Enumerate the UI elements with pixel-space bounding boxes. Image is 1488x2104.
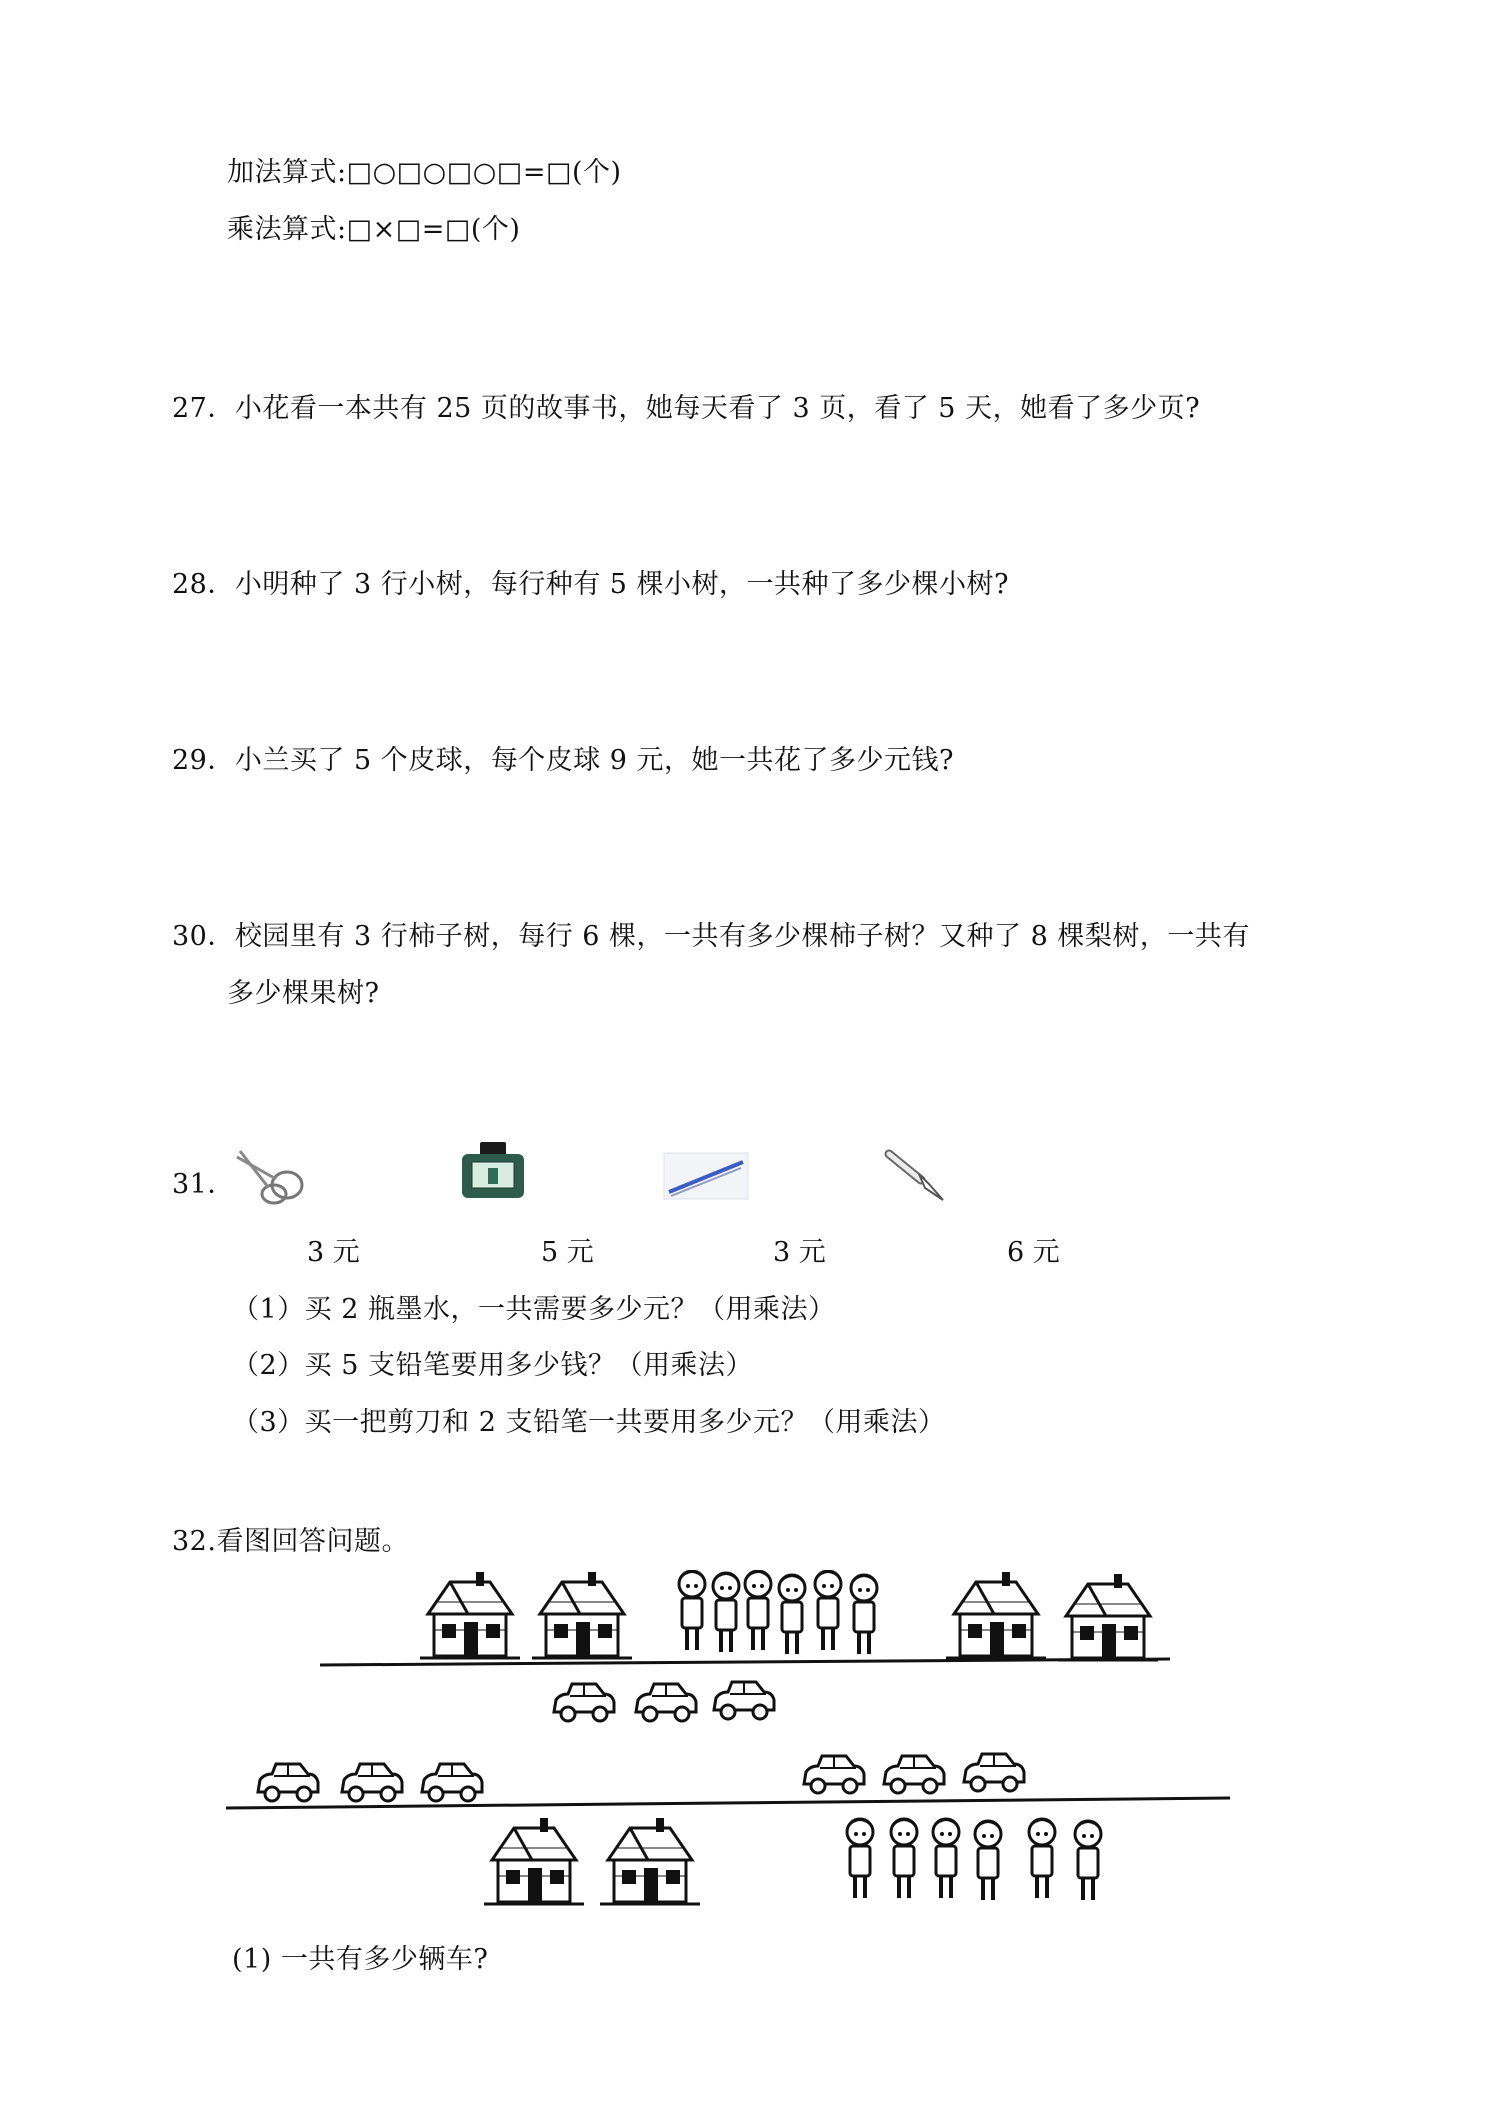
upper-road-line (320, 1659, 1170, 1665)
question-30-line1: 30．校园里有 3 行柿子树，每行 6 棵，一共有多少棵柿子树？又种了 8 棵梨树，一共有 (172, 921, 1250, 952)
multiplication-formula: 乘法算式:□×□=□(个) (227, 214, 521, 245)
pencil-icon (663, 1152, 749, 1200)
addition-formula: 加法算式:□○□○□○□=□(个) (227, 157, 622, 188)
question-29: 29．小兰买了 5 个皮球，每个皮球 9 元，她一共花了多少元钱? (172, 745, 955, 776)
ink-bottle-icon (458, 1140, 528, 1202)
ink-bottle-price: 5 元 (541, 1237, 594, 1268)
question-28: 28．小明种了 3 行小树，每行种有 5 棵小树，一共种了多少棵小树? (172, 569, 1010, 600)
question-31-sub3: （3）买一把剪刀和 2 支铅笔一共要用多少元？（用乘法） (232, 1407, 946, 1438)
lower-road-line (226, 1798, 1230, 1808)
question-30-line2: 多少棵果树? (227, 978, 380, 1009)
street-scene-illustration (220, 1570, 1240, 1920)
question-27: 27．小花看一本共有 25 页的故事书，她每天看了 3 页，看了 5 天，她看了多少页? (172, 393, 1201, 424)
question-32-sub1: (1) 一共有多少辆车? (232, 1944, 489, 1975)
pencil-price: 3 元 (773, 1237, 826, 1268)
question-31-sub1: （1）买 2 瓶墨水，一共需要多少元？（用乘法） (232, 1294, 836, 1325)
question-32: 32.看图回答问题。 (172, 1526, 409, 1557)
scissors-icon (232, 1147, 312, 1207)
scissors-price: 3 元 (307, 1237, 360, 1268)
fountain-pen-price: 6 元 (1007, 1237, 1060, 1268)
fountain-pen-icon (883, 1148, 953, 1206)
question-31-sub2: （2）买 5 支铅笔要用多少钱？（用乘法） (232, 1350, 754, 1381)
question-31-number: 31． (172, 1169, 235, 1200)
